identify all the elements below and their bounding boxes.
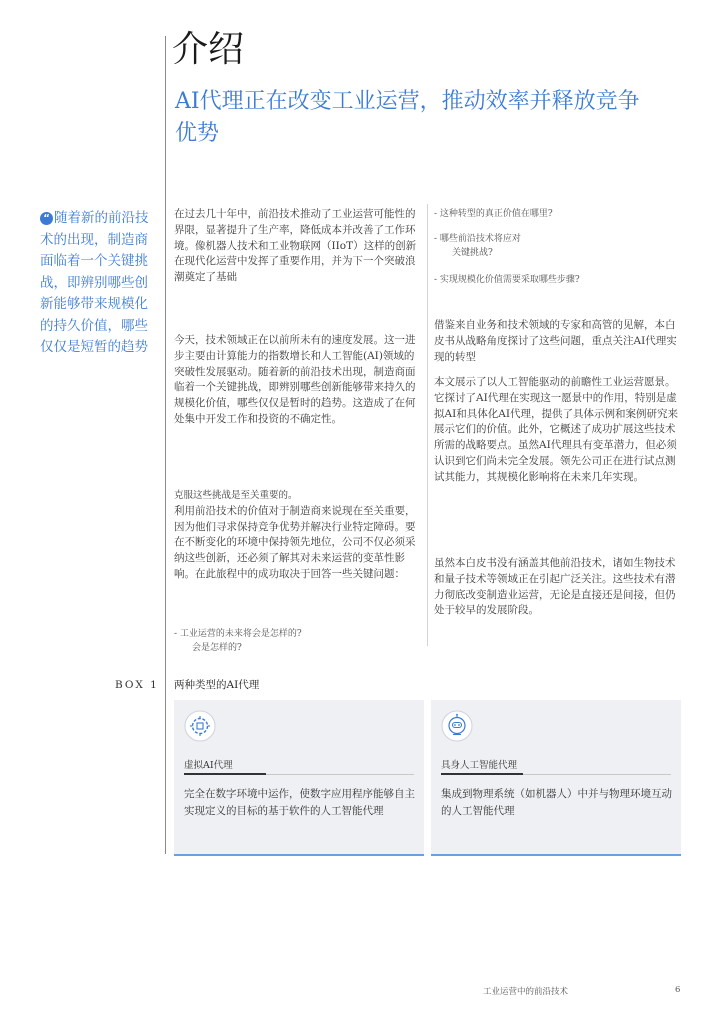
page-title: 介绍 <box>172 29 245 70</box>
card-virtual-ai-agent <box>174 700 424 856</box>
card-body: 完全在数字环境中运作，使数字应用程序能够自主实现定义的目标的基于软件的人工智能代理 <box>184 788 415 817</box>
gear-chip-icon <box>184 710 216 742</box>
card-title: 具身人工智能代理 <box>441 760 518 771</box>
card-rule <box>184 774 414 775</box>
intro-paragraph-1: 在过去几十年中，前沿技术推动了工业运营可能性的界限，显著提升了生产率，降低成本并改善了工作环境。像机器人技术和工业物联网（IIoT）这样的创新在现代化运营中发挥了重要作用，并为下一个突破浪潮奠定了基础 <box>174 208 417 284</box>
question-list-right <box>434 207 682 287</box>
box-title: 两种类型的AI代理 <box>174 679 260 691</box>
question-item: - 工业运营的未来将会是怎样的? <box>174 629 302 639</box>
card-title: 虚拟AI代理 <box>184 760 233 771</box>
challenge-paragraph <box>174 488 419 583</box>
card-rule-accent <box>184 773 266 775</box>
card-rule-accent <box>441 773 523 775</box>
question-list-left <box>174 627 419 655</box>
challenge-lead: 克服这些挑战是至关重要的。 <box>174 490 298 501</box>
footer-text: 工业运营中的前沿技术 <box>483 987 569 997</box>
question-item: - 哪些前沿技术将应对 <box>434 234 521 244</box>
other-tech-paragraph: 虽然本白皮书没有涵盖其他前沿技术，诸如生物技术和量子技术等领域正在引起广泛关注。这些技术有潜力彻底改变制造业运营，无论是直接还是间接，但仍处于较早的发展阶段。 <box>434 557 676 617</box>
insight-paragraph: 借鉴来自业务和技术领域的专家和高管的见解，本白皮书从战略角度探讨了这些问题，重点关注AI代理实现的转型 <box>434 319 677 363</box>
page-subtitle: AI代理正在改变工业运营，推动效率并释放竞争优势 <box>175 89 640 146</box>
question-item: - 实现规模化价值需要采取哪些步骤? <box>434 275 580 285</box>
card-rule <box>441 774 671 775</box>
intro-paragraph-2: 今天，技术领域正在以前所未有的速度发展。这一进步主要由计算能力的指数增长和人工智能(AI)领域的突破性发展驱动。随着新的前沿技术出现，制造商面临着一个关键挑战，即辨别哪些创新能够带来持久的规模化价值，哪些仅仅是暂时的趋势。这造成了在何处集中开发工作和投资的不确定性。 <box>174 334 416 425</box>
page-number: 6 <box>675 985 681 995</box>
robot-head-icon <box>441 710 473 742</box>
card-body: 集成到物理系统（如机器人）中并与物理环境互动的人工智能代理 <box>441 788 672 817</box>
card-embodied-ai-agent <box>431 700 681 856</box>
question-item: - 这种转型的真正价值在哪里? <box>434 209 553 219</box>
header-rule <box>165 36 166 854</box>
box-label: BOX 1 <box>115 679 159 691</box>
challenge-text: 利用前沿技术的价值对于制造商来说现在至关重要，因为他们寻求保持竞争优势并解决行业特定障碍。要在不断变化的环境中保持领先地位，公司不仅必须采纳这些创新，还必须了解其对未来运营的变革性影响。在此旅程中的成功取决于回答一些关键问题： <box>174 504 416 580</box>
vision-paragraph: 本文展示了以人工智能驱动的前瞻性工业运营愿景。它探讨了AI代理在实现这一愿景中的作用，特别是虚拟AI和具体化AI代理，提供了具体示例和案例研究来展示它们的价值。此外，它概述了成功扩展这些技术所需的战略要点。虽然AI代理具有变革潜力，但必须认识到它们尚未完全发展。领先公司正在进行试点测试其能力，其规模化影响将在未来几年实现。 <box>434 376 678 483</box>
pullquote <box>40 208 152 359</box>
question-item-cont: 关键挑战? <box>452 248 493 258</box>
question-item-cont: 会是怎样的? <box>192 643 242 653</box>
pullquote-text: 随着新的前沿技术的出现，制造商面临着一个关键挑战，即辨别哪些创新能够带来规模化的持久价值，哪些仅仅是短暂的趋势 <box>40 210 149 355</box>
quote-icon: “ <box>40 212 53 225</box>
column-divider <box>427 204 428 646</box>
